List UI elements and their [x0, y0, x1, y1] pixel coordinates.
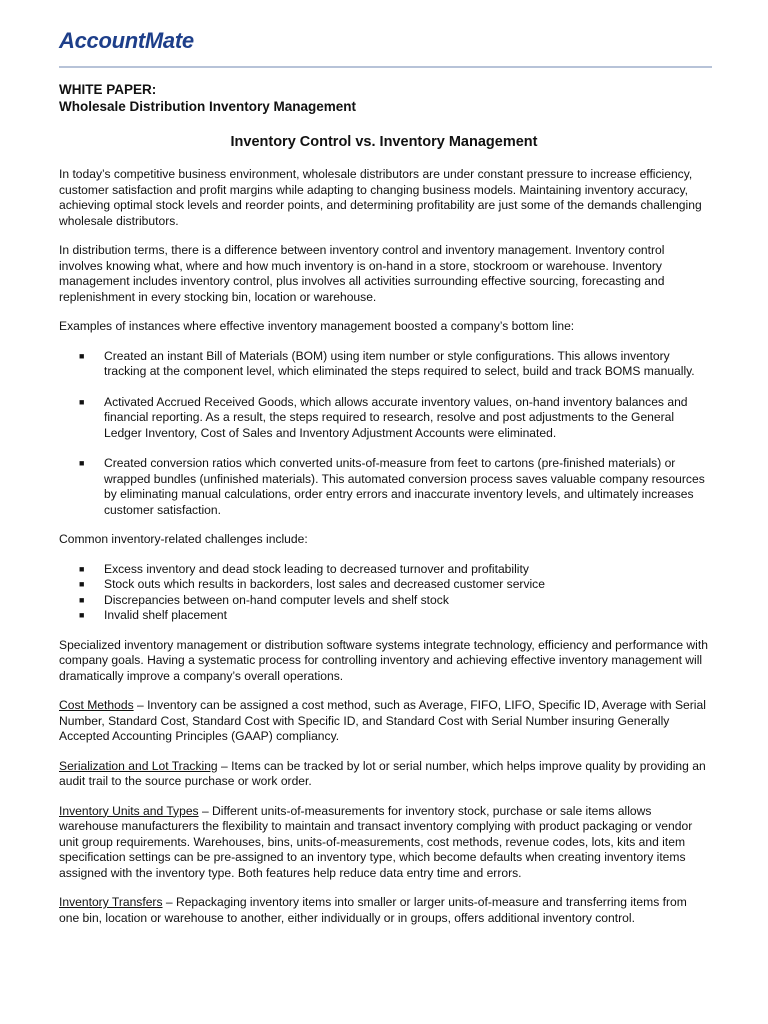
bullet-icon: ■	[79, 610, 85, 620]
list-item	[59, 349, 709, 380]
specialized-paragraph: Specialized inventory management or distribution software systems integrate technology, efficiency and performance with company goals. Having a systematic process for controlling inventory and achieving effective inventory management will dramatically improve a company’s overall operations.	[59, 637, 708, 683]
document-body	[59, 167, 709, 940]
challenges-list	[59, 562, 709, 624]
list-item	[59, 395, 709, 442]
bullet-icon: ■	[79, 579, 85, 589]
list-item-text: Stock outs which results in backorders, lost sales and decreased customer service	[104, 577, 545, 591]
examples-intro: Examples of instances where effective inventory management boosted a company’s bottom line:	[59, 319, 575, 333]
section-title: Cost Methods	[59, 698, 134, 712]
list-item	[59, 456, 709, 518]
list-item-text: Activated Accrued Received Goods, which allows accurate inventory values, on-hand inventory balances and financial reporting. As a result, the steps required to research, resolve and post adjustments to the General Ledger Inventory, Cost of Sales and Inventory Adjustment Accounts were eliminated.	[104, 394, 688, 440]
intro-paragraph: In today’s competitive business environment, wholesale distributors are under constant pressure to increase efficiency, customer satisfaction and profit margins while adapting to changing business models. Maintaining inventory accuracy, achieving optimal stock levels and reorder points, and determining profitability are just some of the demands challenging wholesale distributors.	[59, 167, 702, 228]
section-title: Serialization and Lot Tracking	[59, 758, 218, 773]
list-item-text: Created an instant Bill of Materials (BOM) using item number or style configurations. This allows inventory tracking at the component level, which eliminated the steps required to select, build and track BOMS manually.	[104, 348, 695, 378]
page-title: Inventory Control vs. Inventory Management	[230, 134, 538, 150]
list-item-text: Discrepancies between on-hand computer levels and shelf stock	[104, 592, 449, 607]
list-item	[59, 577, 709, 593]
list-item	[59, 593, 709, 609]
bullet-icon: ■	[79, 458, 85, 468]
accountmate-logo: AccountMate	[59, 28, 194, 53]
section-body: – Repackaging inventory items into smaller or larger units-of-measure and transferring items from one bin, location or warehouse to another, either individually or in groups, offers additional inventory control.	[59, 895, 687, 925]
white-paper-label: WHITE PAPER:	[59, 82, 157, 97]
bullet-icon: ■	[79, 563, 85, 574]
list-item-text: Excess inventory and dead stock leading to decreased turnover and profitability	[104, 561, 529, 576]
header-divider	[59, 66, 712, 68]
challenges-intro: Common inventory-related challenges include:	[59, 532, 308, 546]
cost-methods-section	[59, 698, 709, 745]
bullet-icon: ■	[79, 396, 85, 407]
examples-list	[59, 349, 709, 519]
bullet-icon: ■	[79, 594, 85, 605]
list-item	[59, 562, 709, 578]
serialization-section	[59, 759, 709, 790]
section-title: Inventory Transfers	[59, 895, 163, 909]
white-paper-subtitle: Wholesale Distribution Inventory Management	[59, 99, 357, 114]
list-item-text: Invalid shelf placement	[104, 608, 228, 622]
bullet-icon: ■	[79, 350, 85, 361]
units-types-section	[59, 804, 709, 882]
section-body: – Items can be tracked by lot or serial number, which helps improve quality by providing an audit trail to the source purchase or work order.	[59, 758, 706, 788]
section-title: Inventory Units and Types	[59, 803, 199, 818]
transfers-section	[59, 895, 709, 926]
list-item	[59, 608, 709, 624]
distribution-paragraph: In distribution terms, there is a difference between inventory control and inventory management. Inventory control involves knowing what, where and how much inventory is on-hand in a store, stockroom or warehouse. Inventory management includes inventory control, plus involves all activities surrounding effective sourcing, forecasting and replenishment in every stocking bin, location or warehouse.	[59, 243, 665, 304]
list-item-text: Created conversion ratios which converted units-of-measure from feet to cartons (pre-finished materials) or wrapped bundles (unfinished materials). This automated conversion process saves valuable company resources by eliminating manual calculations, order entry errors and inaccurate inventory levels, and ultimately increases customer satisfaction.	[104, 456, 705, 517]
section-body: – Inventory can be assigned a cost method, such as Average, FIFO, LIFO, Specific ID, Average with Serial Number, Standard Cost, Standard Cost with Specific ID, and Standard Cost with Serial Number insuring Generally Accepted Accounting Principles (GAAP) compliancy.	[59, 698, 706, 743]
section-body: – Different units-of-measurements for inventory stock, purchase or sale items allows warehouse manufacturers the flexibility to maintain and transact inventory complying with product packaging or vendor unit group requirements. Warehouses, bins, units-of-measurements, cost methods, revenue codes, lots, kits and item specification settings can be pre-assigned to an inventory type, which become defaults when creating inventory items assigned with the inventory type. Both features help reduce data entry time and errors.	[59, 803, 693, 880]
